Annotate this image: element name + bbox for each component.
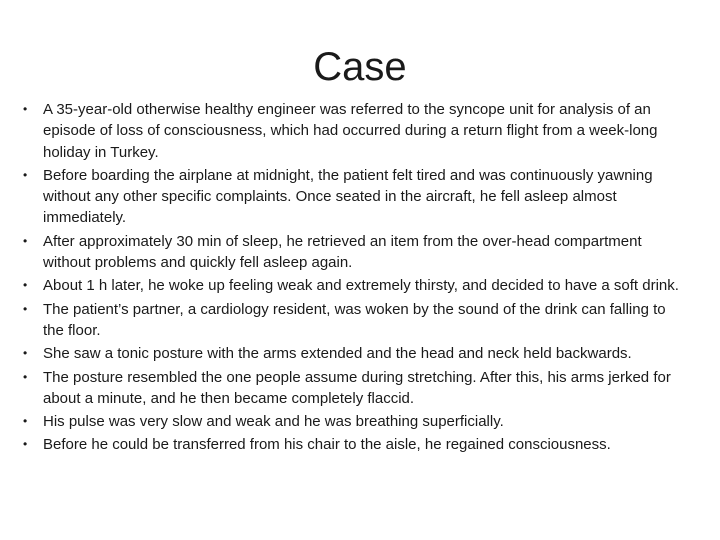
bullet-item [20, 434, 686, 455]
bullet-dot-icon: • [23, 369, 28, 384]
bullet-text: Before he could be transferred from his chair to the aisle, he regained consciousness. [43, 436, 611, 454]
bullet-item [20, 367, 686, 410]
bullet-dot-icon: • [23, 437, 28, 452]
bullet-item [20, 231, 686, 274]
bullet-text: The patient’s partner, a cardiology resident, was woken by the sound of the drink can falling to the floor. [43, 300, 666, 339]
bullet-list [20, 99, 686, 458]
bullet-dot-icon: • [23, 346, 28, 361]
slide-title: Case [313, 45, 407, 89]
bullet-text: Before boarding the airplane at midnight, the patient felt tired and was continuously yawning without any other specific complaints. Once seated in the aircraft, he fell asleep almost immediately. [43, 166, 653, 227]
bullet-dot-icon: • [23, 278, 28, 293]
bullet-text: The posture resembled the one people assume during stretching. After this, his arms jerked for about a minute, and he then became completely flaccid. [43, 368, 671, 407]
bullet-item [20, 99, 686, 163]
bullet-item [20, 343, 686, 364]
bullet-dot-icon: • [23, 167, 28, 182]
bullet-dot-icon: • [23, 233, 28, 248]
bullet-item [20, 165, 686, 229]
bullet-text: A 35-year-old otherwise healthy engineer was referred to the syncope unit for analysis of an episode of loss of consciousness, which had occurred during a return flight from a week-long holiday in Turkey. [43, 101, 658, 161]
bullet-dot-icon: • [23, 102, 28, 116]
bullet-text: She saw a tonic posture with the arms extended and the head and neck held backwards. [43, 345, 632, 363]
bullet-item [20, 411, 686, 432]
bullet-item [20, 275, 686, 296]
bullet-text: After approximately 30 min of sleep, he retrieved an item from the over-head compartment without problems and quickly fell asleep again. [43, 232, 642, 272]
bullet-text: About 1 h later, he woke up feeling weak and extremely thirsty, and decided to have a soft drink. [43, 277, 679, 295]
bullet-item [20, 299, 686, 342]
bullet-text: His pulse was very slow and weak and he was breathing superficially. [43, 413, 504, 431]
bullet-dot-icon: • [23, 301, 28, 316]
bullet-dot-icon: • [23, 414, 28, 429]
